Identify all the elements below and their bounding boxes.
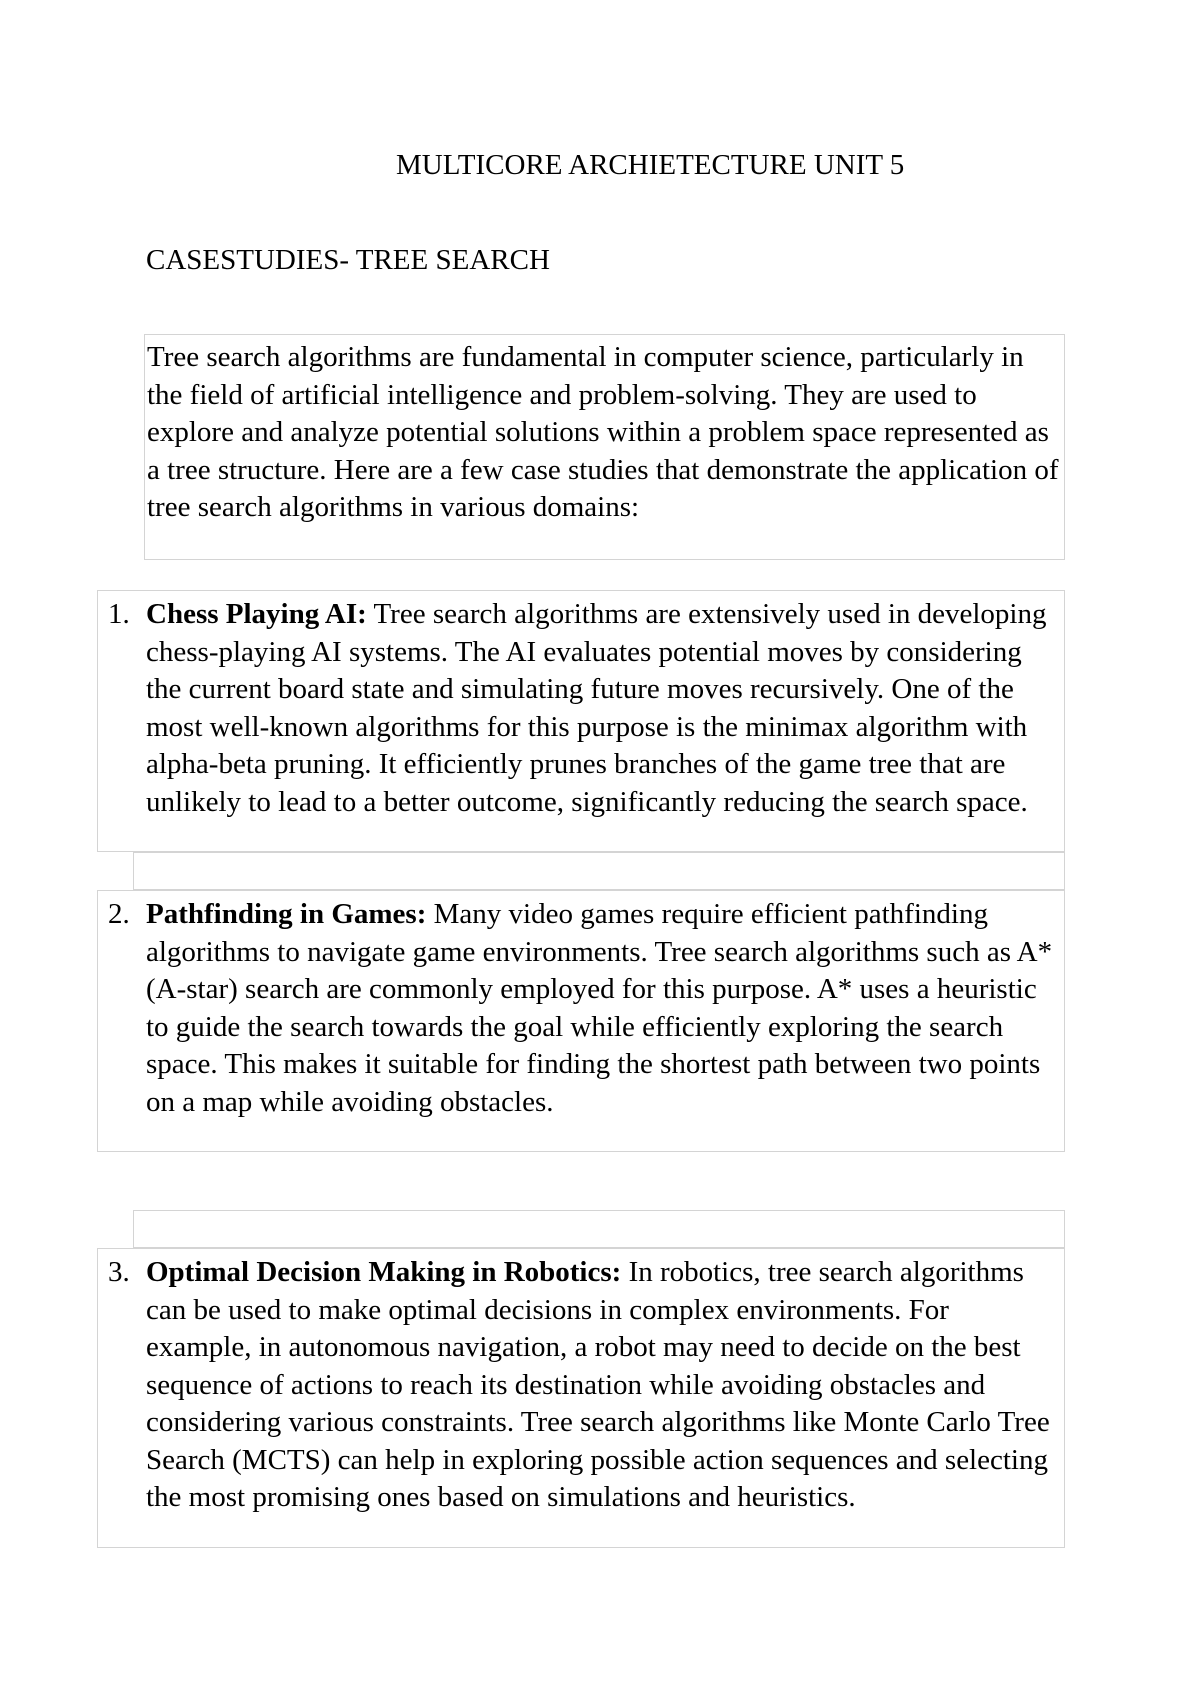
document-title: MULTICORE ARCHIETECTURE UNIT 5 (396, 149, 905, 181)
list-item (97, 1248, 1065, 1548)
list-item-body (146, 896, 1060, 1121)
list-item-number: 2. (108, 898, 130, 930)
list-item-body (146, 596, 1060, 821)
list-item-heading: Optimal Decision Making in Robotics: (146, 1256, 622, 1288)
document-subtitle: CASESTUDIES- TREE SEARCH (146, 244, 550, 276)
list-item-text: Many video games require efficient pathfinding algorithms to navigate game environments. Tree search algorithms such as A* (A-star) search are commonly employed for this purpose. A* uses a heuristic to guide the search towards the goal while efficiently exploring the search space. This makes it suitable for finding the shortest path between two points on a map while avoiding obstacles. (146, 898, 1053, 1118)
list-item (97, 590, 1065, 852)
empty-row (133, 1210, 1065, 1248)
list-item-text: In robotics, tree search algorithms can be used to make optimal decisions in complex environments. For example, in autonomous navigation, a robot may need to decide on the best sequence of actions to reach its destination while avoiding obstacles and considering various constraints. Tree search algorithms like Monte Carlo Tree Search (MCTS) can help in exploring possible action sequences and selecting the most promising ones based on simulations and heuristics. (146, 1256, 1050, 1513)
list-item (97, 890, 1065, 1152)
empty-row (133, 852, 1065, 890)
list-item-heading: Pathfinding in Games: (146, 898, 427, 930)
intro-paragraph: Tree search algorithms are fundamental in computer science, particularly in the field of artificial intelligence and problem-solving. They are used to explore and analyze potential solutions within a problem space represented as a tree structure. Here are a few case studies that demonstrate the application of tree search algorithms in various domains: (147, 341, 1059, 523)
intro-box (144, 334, 1065, 560)
list-item-number: 3. (108, 1256, 130, 1288)
list-item-number: 1. (108, 598, 130, 630)
list-item-body (146, 1254, 1060, 1517)
list-item-text: Tree search algorithms are extensively used in developing chess-playing AI systems. The AI evaluates potential moves by considering the current board state and simulating future moves recursively. One of the most well-known algorithms for this purpose is the minimax algorithm with alpha-beta pruning. It efficiently prunes branches of the game tree that are unlikely to lead to a better outcome, significantly reducing the search space. (146, 598, 1047, 818)
list-item-heading: Chess Playing AI: (146, 598, 367, 630)
